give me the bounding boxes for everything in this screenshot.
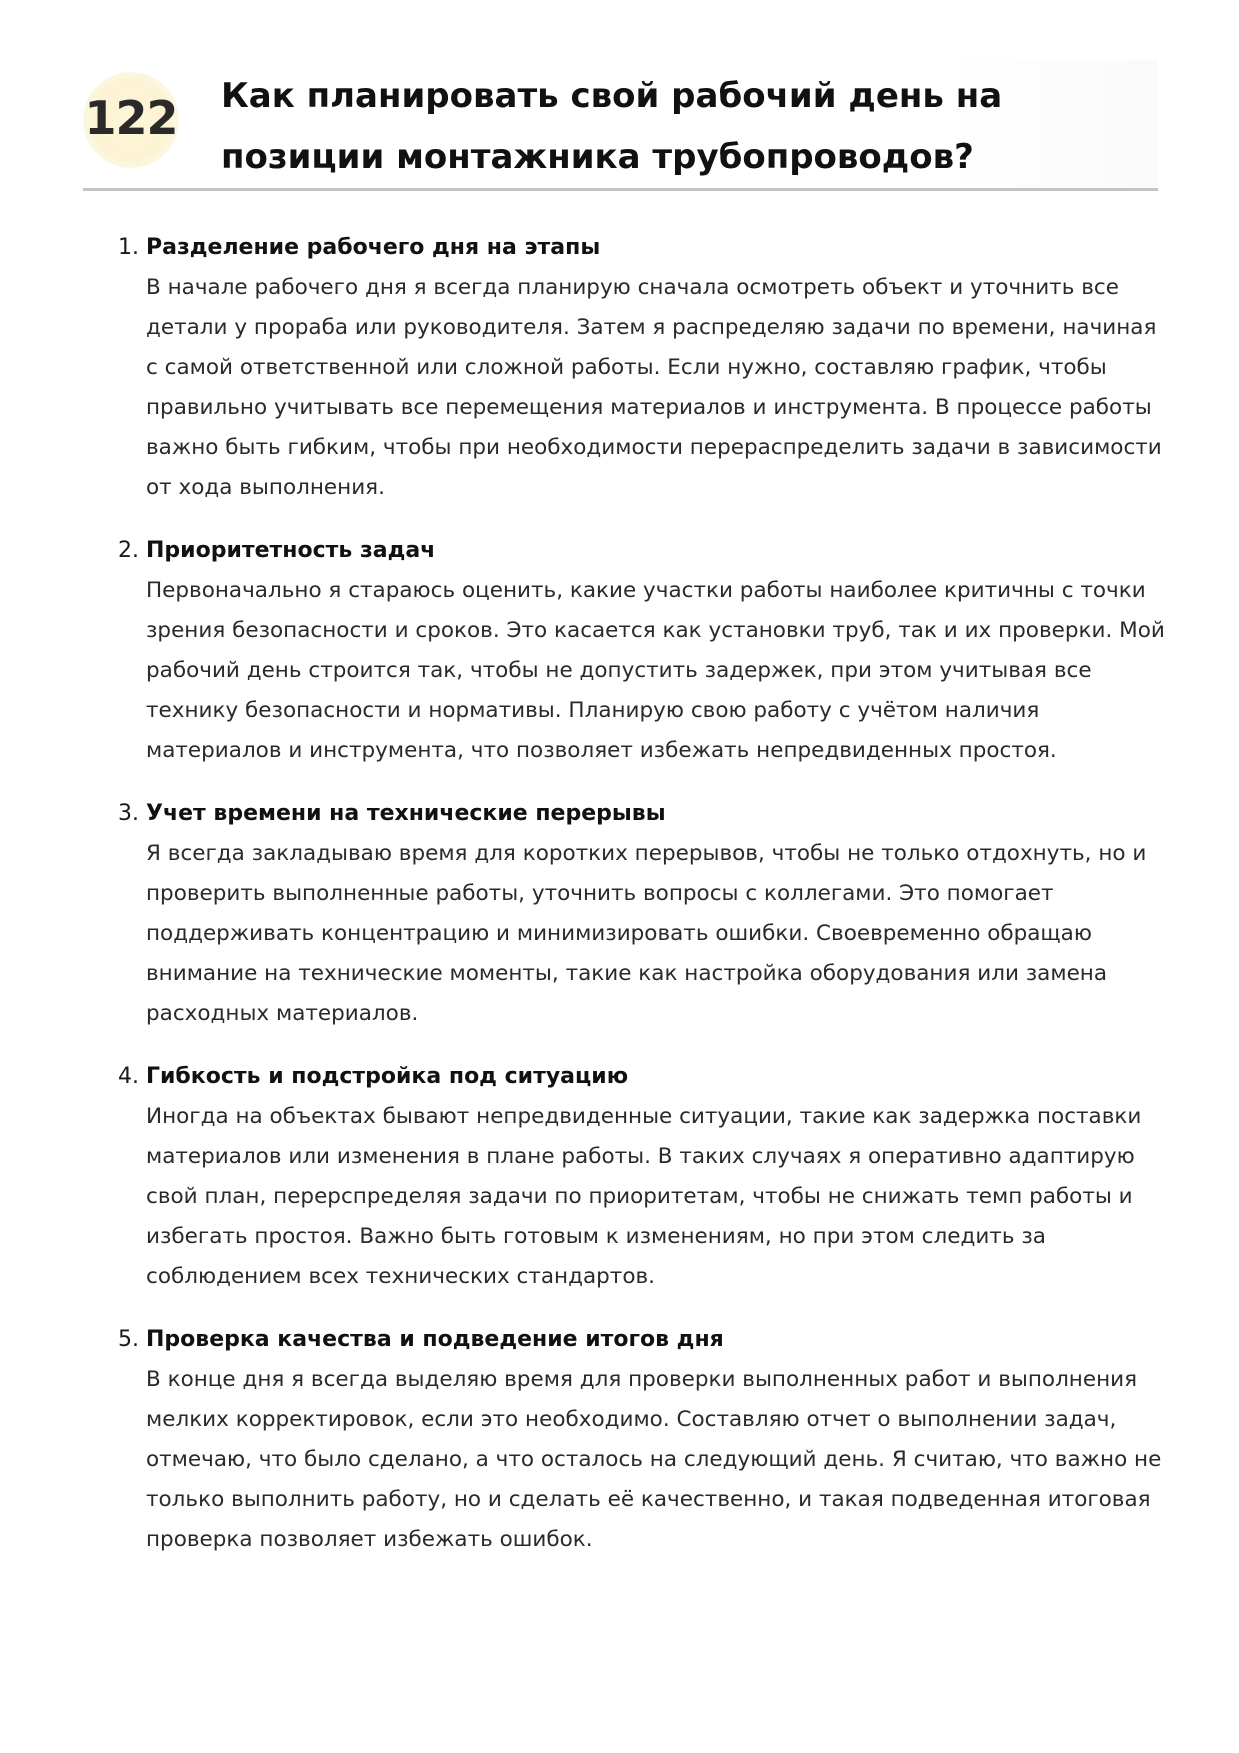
page-title: Как планировать свой рабочий день на позиции монтажника трубопроводов? (221, 76, 1003, 177)
answer-list (118, 228, 1165, 1560)
list-item-text: Иногда на объектах бывают непредвиденные ситуации, такие как задержка поставки материалов или изменения в плане работы. В таких случаях я оперативно адаптирую свой план, перерспределяя задачи по приоритетам, чтобы не снижать темп работы и избегать простоя. Важно быть готовым к изменениям, но при этом следить за соблюдением всех технических стандартов. (146, 1104, 1142, 1289)
list-item-number: 4. (118, 1064, 139, 1089)
list-item-number: 2. (118, 538, 139, 563)
list-item (118, 531, 1165, 771)
list-item (118, 228, 1162, 508)
list-item-text: Я всегда закладываю время для коротких перерывов, чтобы не только отдохнуть, но и проверить выполненные работы, уточнить вопросы с коллегами. Это помогает поддерживать концентрацию и минимизировать ошибки. Своевременно обращаю внимание на технические моменты, такие как настройка оборудования или замена расходных материалов. (146, 841, 1147, 1026)
list-item (118, 794, 1158, 1034)
list-item-text: В начале рабочего дня я всегда планирую сначала осмотреть объект и уточнить все детали у прораба или руководителя. Затем я распределяю задачи по времени, начиная с самой ответственной или сложной работы. Если нужно, составляю график, чтобы правильно учитывать все перемещения материалов и инструмента. В процессе работы важно быть гибким, чтобы при необходимости перераспределить задачи в зависимости от хода выполнения. (146, 275, 1162, 500)
list-item (118, 1320, 1162, 1560)
list-item-heading: Учет времени на технические перерывы (146, 801, 666, 826)
question-number-badge (83, 72, 179, 168)
list-item-heading: Приоритетность задач (146, 538, 436, 563)
list-item-text: В конце дня я всегда выделяю время для проверки выполненных работ и выполнения мелких корректировок, если это необходимо. Составляю отчет о выполнении задач, отмечаю, что было сделано, а что осталось на следующий день. Я считаю, что важно не только выполнить работу, но и сделать её качественно, и такая подведенная итоговая проверка позволяет избежать ошибок. (146, 1367, 1162, 1552)
question-number: 122 (84, 91, 178, 145)
list-item-heading: Разделение рабочего дня на этапы (146, 235, 601, 260)
list-item-number: 5. (118, 1327, 139, 1352)
list-item-heading: Гибкость и подстройка под ситуацию (146, 1064, 629, 1089)
answer-content (118, 228, 1165, 1583)
list-item-text: Первоначально я стараюсь оценить, какие участки работы наиболее критичны с точки зрения безопасности и сроков. Это касается как установки труб, так и их проверки. Мой рабочий день строится так, чтобы не допустить задержек, при этом учитывая все технику безопасности и нормативы. Планирую свою работу с учётом наличия материалов и инструмента, что позволяет избежать непредвиденных простоя. (146, 578, 1165, 763)
list-item-number: 1. (118, 235, 139, 260)
list-item-number: 3. (118, 801, 139, 826)
list-item (118, 1057, 1158, 1297)
page-header (83, 60, 1158, 191)
list-item-heading: Проверка качества и подведение итогов дня (146, 1327, 724, 1352)
